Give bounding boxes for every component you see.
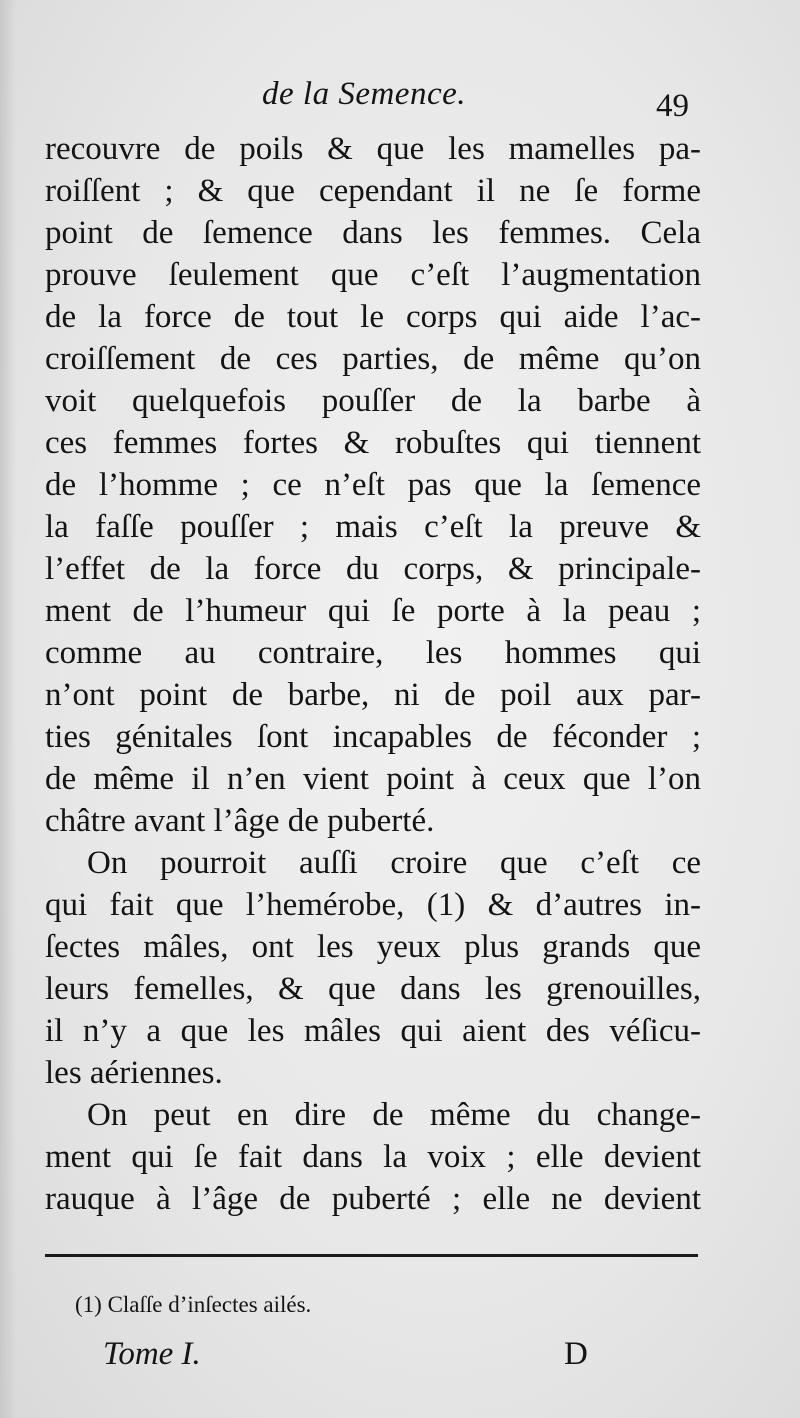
text-line: de l’homme ; ce n’eſt pas que la ſemence bbox=[45, 467, 701, 503]
text-line: de la force de tout le corps qui aide l’ac- bbox=[45, 299, 701, 335]
page-number: 49 bbox=[656, 88, 689, 124]
text-line: prouve ſeulement que c’eſt l’augmentation bbox=[45, 257, 701, 293]
text-line: de même il n’en vient point à ceux que l’on bbox=[45, 761, 701, 797]
text-line: comme au contraire, les hommes qui bbox=[45, 635, 701, 671]
text-line: il n’y a que les mâles qui aient des véſicu- bbox=[45, 1013, 701, 1049]
footnote: (1) Claſſe d’inſectes ailés. bbox=[75, 1292, 312, 1317]
text-line: leurs femelles, & que dans les grenouilles, bbox=[45, 971, 701, 1007]
text-line: ces femmes fortes & robuſtes qui tiennent bbox=[45, 425, 701, 461]
running-head: de la Semence. bbox=[262, 76, 466, 112]
text-line: rauque à l’âge de puberté ; elle ne devient bbox=[45, 1181, 701, 1217]
paragraph-start-line: On peut en dire de même du change- bbox=[87, 1097, 701, 1133]
paragraph-end-line: châtre avant l’âge de puberté. bbox=[45, 803, 435, 839]
text-line: l’effet de la force du corps, & principale- bbox=[45, 551, 701, 587]
footnote-rule bbox=[45, 1254, 698, 1257]
text-line: point de ſemence dans les femmes. Cela bbox=[45, 215, 701, 251]
text-line: recouvre de poils & que les mamelles pa- bbox=[45, 131, 701, 167]
text-line: qui fait que l’hemérobe, (1) & d’autres in- bbox=[45, 887, 701, 923]
text-line: ſectes mâles, ont les yeux plus grands que bbox=[45, 929, 701, 965]
volume-signature: Tome I. bbox=[103, 1336, 201, 1372]
text-line: roiſſent ; & que cependant il ne ſe forme bbox=[45, 173, 701, 209]
page-edge-shadow bbox=[0, 0, 16, 1418]
paragraph-end-line: les aériennes. bbox=[45, 1055, 223, 1091]
text-line: croiſſement de ces parties, de même qu’on bbox=[45, 341, 701, 377]
text-line: voit quelquefois pouſſer de la barbe à bbox=[45, 383, 701, 419]
text-line: ment de l’humeur qui ſe porte à la peau ; bbox=[45, 593, 701, 629]
text-line: la faſſe pouſſer ; mais c’eſt la preuve & bbox=[45, 509, 701, 545]
signature-mark: D bbox=[564, 1336, 588, 1372]
text-line: n’ont point de barbe, ni de poil aux par- bbox=[45, 677, 701, 713]
paragraph-start-line: On pourroit auſſi croire que c’eſt ce bbox=[87, 845, 701, 881]
text-line: ties génitales ſont incapables de féconder ; bbox=[45, 719, 701, 755]
text-line: ment qui ſe fait dans la voix ; elle devient bbox=[45, 1139, 701, 1175]
body-text bbox=[45, 128, 701, 1220]
